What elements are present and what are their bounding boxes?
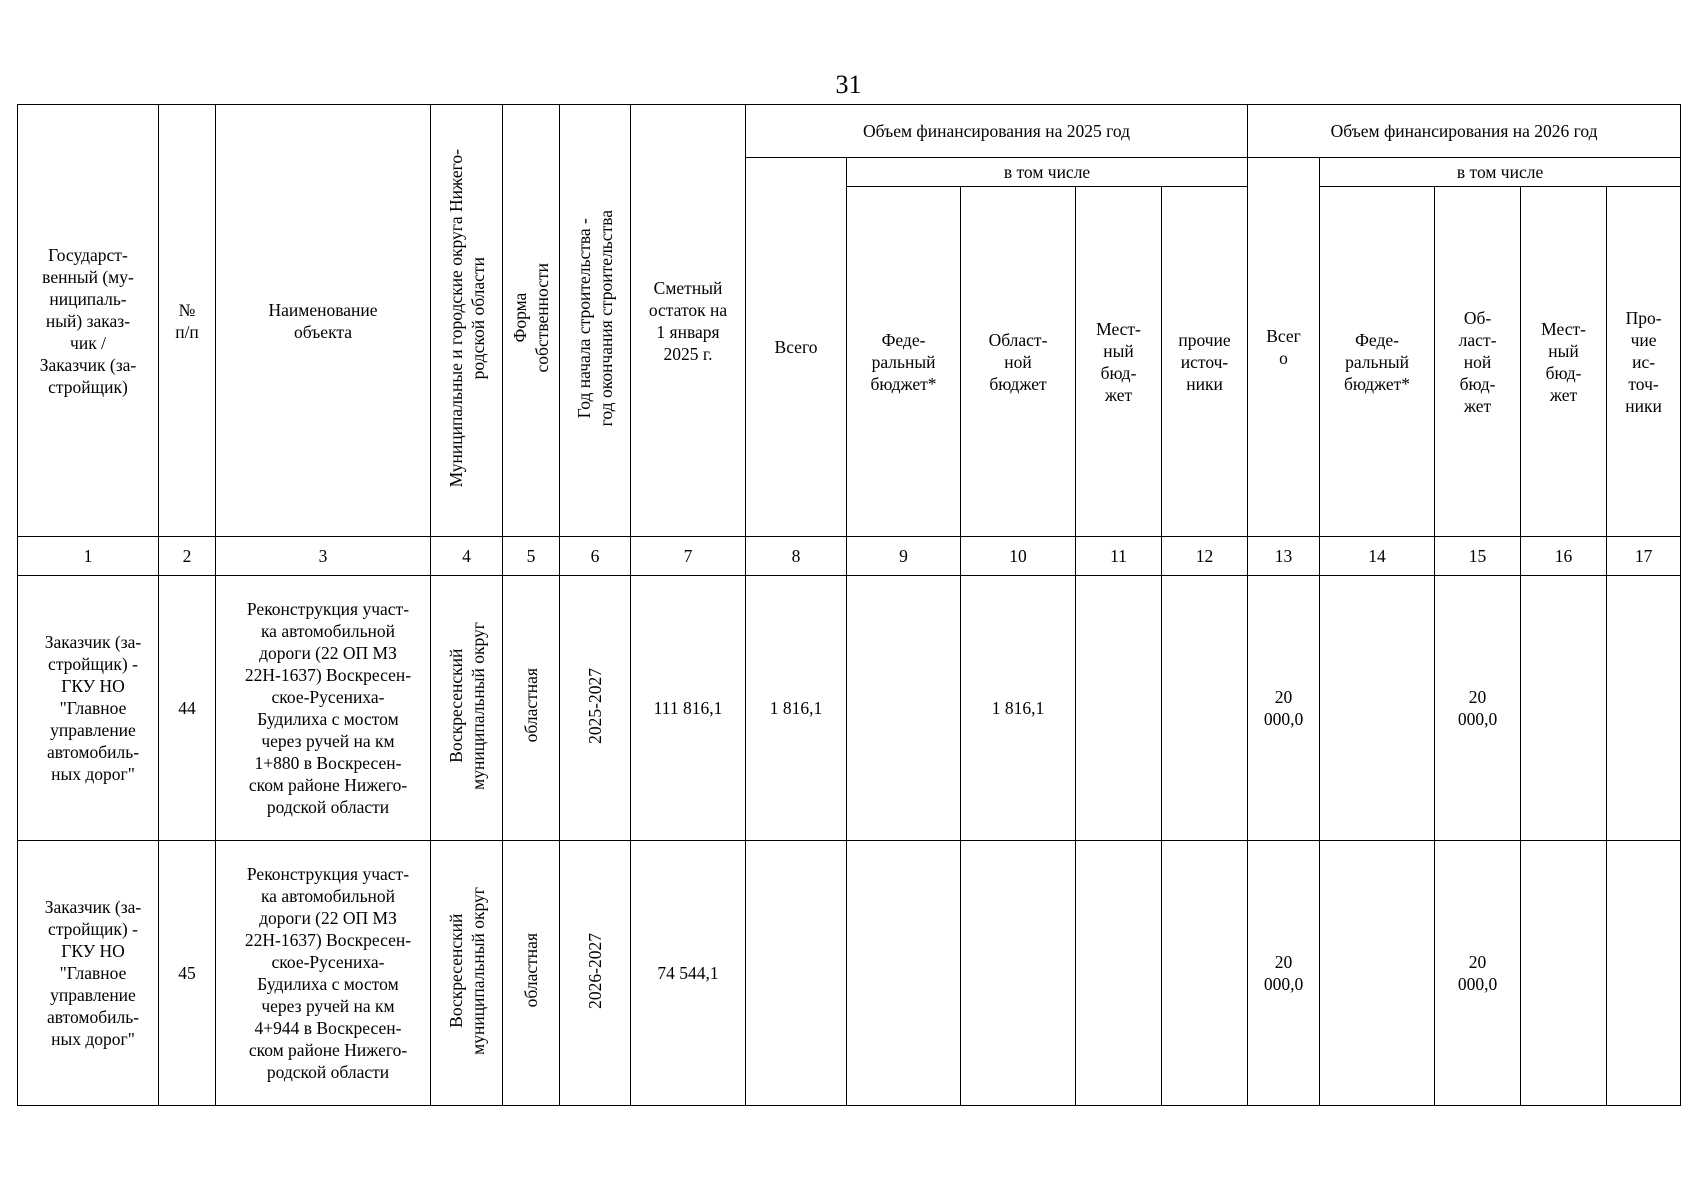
header-regional-2026: Об- ласт- ной бюд- жет — [1435, 187, 1521, 537]
cell-customer: Заказчик (за- стройщик) - ГКУ НО "Главное управление автомобиль- ных дорог" — [18, 841, 159, 1106]
header-including-2025: в том числе — [847, 158, 1248, 187]
cell-total-2025 — [746, 841, 847, 1106]
header-num: № п/п — [159, 105, 216, 537]
cell-other-2025 — [1162, 576, 1248, 841]
cell-regional-2025: 1 816,1 — [961, 576, 1076, 841]
cell-num: 44 — [159, 576, 216, 841]
cell-num: 45 — [159, 841, 216, 1106]
header-financing-2026: Объем финансирования на 2026 год — [1248, 105, 1681, 158]
column-number-row — [18, 537, 1681, 576]
cell-local-2026 — [1521, 576, 1607, 841]
cell-regional-2026: 20 000,0 — [1435, 576, 1521, 841]
cell-customer: Заказчик (за- стройщик) - ГКУ НО "Главное управление автомобиль- ных дорог" — [18, 576, 159, 841]
column-number: 3 — [216, 537, 431, 576]
cell-federal-2025 — [847, 576, 961, 841]
header-other-2025: прочие источ- ники — [1162, 187, 1248, 537]
cell-local-2025 — [1076, 841, 1162, 1106]
header-local-2026: Мест- ный бюд- жет — [1521, 187, 1607, 537]
column-number: 17 — [1607, 537, 1681, 576]
column-number: 16 — [1521, 537, 1607, 576]
header-federal-2026: Феде- ральный бюджет* — [1320, 187, 1435, 537]
cell-local-2025 — [1076, 576, 1162, 841]
header-row-1 — [18, 105, 1681, 158]
header-municipal: Муниципальные и городские округа Нижего- родской области — [431, 105, 503, 537]
header-customer: Государст- венный (му- ниципаль- ный) заказ- чик / Заказчик (за- стройщик) — [18, 105, 159, 537]
page-number: 31 — [835, 70, 862, 99]
cell-federal-2025 — [847, 841, 961, 1106]
header-other-2026: Про- чие ис- точ- ники — [1607, 187, 1681, 537]
cell-estimate: 74 544,1 — [631, 841, 746, 1106]
header-financing-2025: Объем финансирования на 2025 год — [746, 105, 1248, 158]
cell-total-2025: 1 816,1 — [746, 576, 847, 841]
cell-municipal: Воскресенский муниципальный округ — [431, 576, 503, 841]
column-number: 2 — [159, 537, 216, 576]
cell-estimate: 111 816,1 — [631, 576, 746, 841]
cell-ownership: областная — [503, 841, 560, 1106]
header-total-2026: Всег о — [1248, 158, 1320, 537]
cell-years: 2026-2027 — [560, 841, 631, 1106]
header-regional-2025: Област- ной бюджет — [961, 187, 1076, 537]
cell-regional-2026: 20 000,0 — [1435, 841, 1521, 1106]
header-including-2026: в том числе — [1320, 158, 1681, 187]
cell-object-name: Реконструкция участ- ка автомобильной дороги (22 ОП МЗ 22Н-1637) Воскресен- ское-Русениха- Будилиха с мостом через ручей на км 1+880 в Воскресен- ском районе Нижего- родской области — [216, 576, 431, 841]
cell-municipal: Воскресенский муниципальный округ — [431, 841, 503, 1106]
header-total-2025: Всего — [746, 158, 847, 537]
column-number: 6 — [560, 537, 631, 576]
column-number: 9 — [847, 537, 961, 576]
column-number: 7 — [631, 537, 746, 576]
financing-table — [17, 104, 1681, 1106]
cell-federal-2026 — [1320, 576, 1435, 841]
column-number: 12 — [1162, 537, 1248, 576]
column-number: 10 — [961, 537, 1076, 576]
header-federal-2025: Феде- ральный бюджет* — [847, 187, 961, 537]
column-number: 1 — [18, 537, 159, 576]
header-estimate: Сметный остаток на 1 января 2025 г. — [631, 105, 746, 537]
cell-federal-2026 — [1320, 841, 1435, 1106]
cell-other-2026 — [1607, 576, 1681, 841]
table-row — [18, 576, 1681, 841]
cell-other-2026 — [1607, 841, 1681, 1106]
cell-local-2026 — [1521, 841, 1607, 1106]
table-row — [18, 841, 1681, 1106]
header-ownership: Форма собственности — [503, 105, 560, 537]
header-years: Год начала строительства - год окончания строительства — [560, 105, 631, 537]
column-number: 13 — [1248, 537, 1320, 576]
cell-ownership: областная — [503, 576, 560, 841]
column-number: 5 — [503, 537, 560, 576]
cell-other-2025 — [1162, 841, 1248, 1106]
cell-object-name: Реконструкция участ- ка автомобильной дороги (22 ОП МЗ 22Н-1637) Воскресен- ское-Русениха- Будилиха с мостом через ручей на км 4+944 в Воскресен- ском районе Нижего- родской области — [216, 841, 431, 1106]
cell-years: 2025-2027 — [560, 576, 631, 841]
column-number: 15 — [1435, 537, 1521, 576]
column-number: 4 — [431, 537, 503, 576]
header-object-name: Наименование объекта — [216, 105, 431, 537]
column-number: 8 — [746, 537, 847, 576]
column-number: 11 — [1076, 537, 1162, 576]
cell-total-2026: 20 000,0 — [1248, 576, 1320, 841]
cell-regional-2025 — [961, 841, 1076, 1106]
column-number: 14 — [1320, 537, 1435, 576]
cell-total-2026: 20 000,0 — [1248, 841, 1320, 1106]
header-local-2025: Мест- ный бюд- жет — [1076, 187, 1162, 537]
